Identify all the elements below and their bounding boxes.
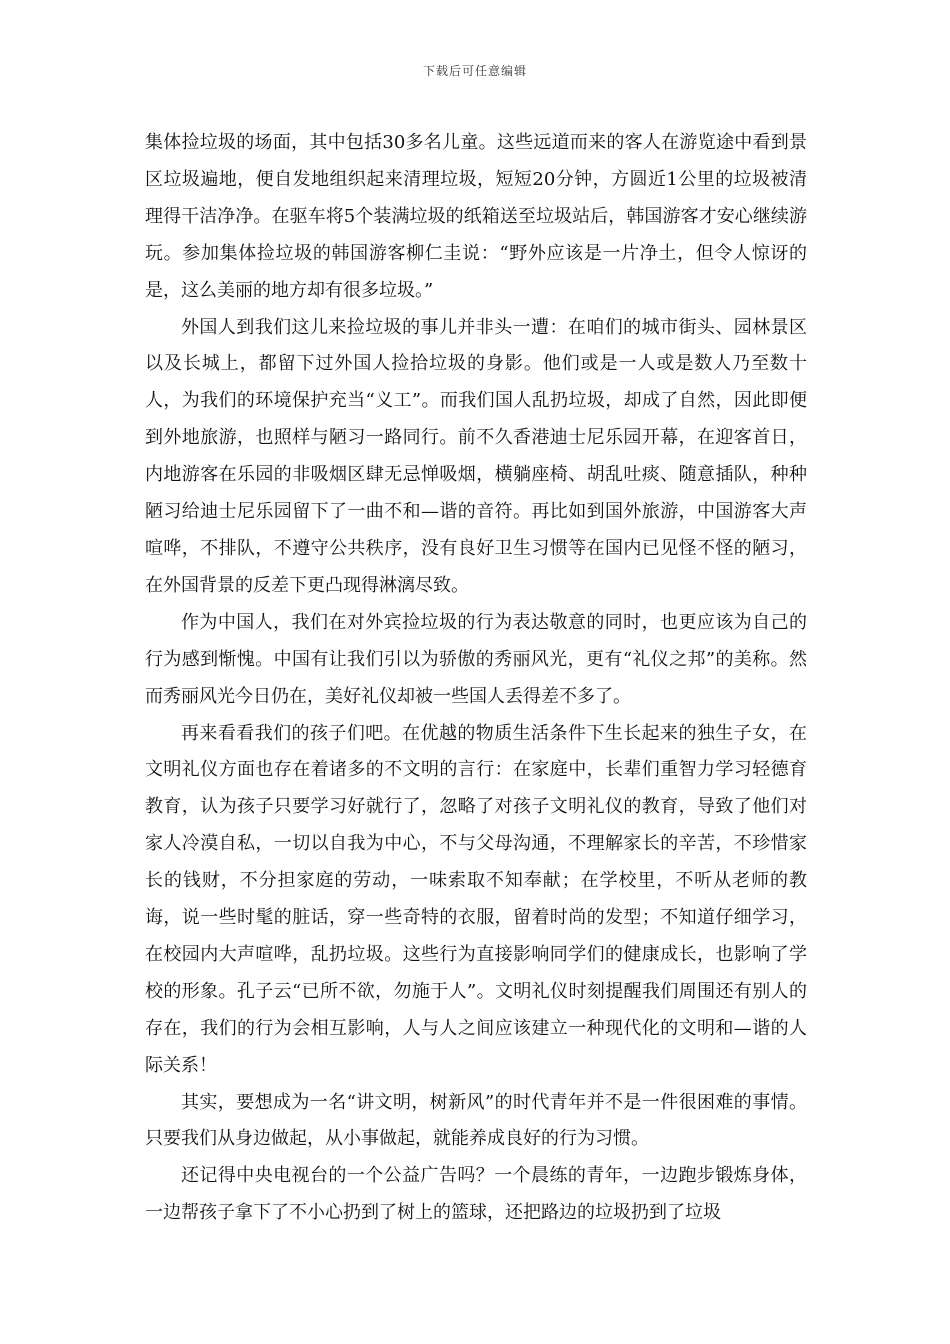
- paragraph-2: 外国人到我们这儿来捡垃圾的事儿并非头一遭：在咱们的城市街头、园林景区以及长城上，都留下过外国人捡拾垃圾的身影。他们或是一人或是数人乃至数十人，为我们的环境保护充当“义工”。而我们国人乱扔垃圾，却成了自然，因此即便到外地旅游，也照样与陋习一路同行。前不久香港迪士尼乐园开幕，在迎客首日，内地游客在乐园的非吸烟区肆无忌惮吸烟，横躺座椅、胡乱吐痰、随意插队，种种陋习给迪士尼乐园留下了一曲不和—谐的音符。再比如到国外旅游，中国游客大声喧哗，不排队，不遵守公共秩序，没有良好卫生习惯等在国内已见怪不怪的陋习，在外国背景的反差下更凸现得淋漓尽致。: [145, 316, 807, 596]
- paragraph-5: 其实，要想成为一名“讲文明，树新风”的时代青年并不是一件很困难的事情。只要我们从身边做起，从小事做起，就能养成良好的行为习惯。: [145, 1091, 807, 1150]
- paragraph-4: 再来看看我们的孩子们吧。在优越的物质生活条件下生长起来的独生子女，在文明礼仪方面也存在着诸多的不文明的言行：在家庭中，长辈们重智力学习轻德育教育，认为孩子只要学习好就行了，忽略了对孩子文明礼仪的教育，导致了他们对家人冷漠自私，一切以自我为中心，不与父母沟通，不理解家长的辛苦，不珍惜家长的钱财，不分担家庭的劳动，一味索取不知奉献；在学校里，不听从老师的教诲，说一些时髦的脏话，穿一些奇特的衣服，留着时尚的发型；不知道仔细学习，在校园内大声喧哗，乱扔垃圾。这些行为直接影响同学们的健康成长，也影响了学校的形象。孔子云“已所不欲，勿施于人”。文明礼仪时刻提醒我们周围还有别人的存在，我们的行为会相互影响，人与人之间应该建立一种现代化的文明和—谐的人际关系！: [145, 722, 807, 1076]
- page-header: 下载后可任意编辑: [422, 64, 527, 78]
- document-body: [145, 125, 807, 1232]
- paragraph-3: 作为中国人，我们在对外宾捡垃圾的行为表达敬意的同时，也更应该为自己的行为感到惭愧。中国有让我们引以为骄傲的秀丽风光，更有“礼仪之邦”的美称。然而秀丽风光今日仍在，美好礼仪却被一些国人丢得差不多了。: [145, 611, 807, 707]
- paragraph-6: 还记得中央电视台的一个公益广告吗？一个晨练的青年，一边跑步锻炼身体，一边帮孩子拿下了不小心扔到了树上的篮球，还把路边的垃圾扔到了垃圾: [145, 1165, 807, 1224]
- paragraph-1: 集体捡垃圾的场面，其中包括30多名儿童。这些远道而来的客人在游览途中看到景区垃圾遍地，便自发地组织起来清理垃圾，短短20分钟，方圆近1公里的垃圾被清理得干洁净净。在驱车将5个装满垃圾的纸箱送至垃圾站后，韩国游客才安心继续游玩。参加集体捡垃圾的韩国游客柳仁圭说：“野外应该是一片净土，但令人惊讶的是，这么美丽的地方却有很多垃圾。”: [145, 132, 807, 301]
